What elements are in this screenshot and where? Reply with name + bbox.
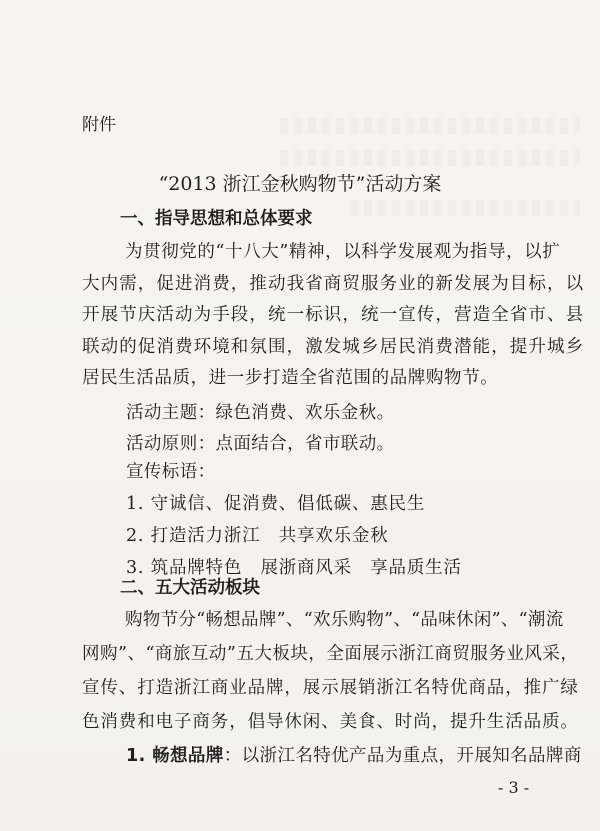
section2-paragraph-line: 购物节分“畅想品牌”、“欢乐购物”、“品味休闲”、“潮流 [125, 610, 564, 630]
section2-paragraph-line: 宣传、打造浙江商业品牌，展示展销浙江名特优商品，推广绿 [82, 678, 579, 698]
section2-paragraph-line: 网购”、“商旅互动”五大板块，全面展示浙江商贸服务业风采， [82, 644, 579, 664]
item-1-label: 1. 畅想品牌 [126, 746, 224, 766]
section1-paragraph-line: 开展节庆活动为手段，统一标识，统一宣传，营造全省市、县 [82, 305, 585, 325]
attachment-label: 附件 [82, 115, 116, 135]
section2-item-1 [126, 744, 582, 768]
section-heading-1: 一、指导思想和总体要求 [120, 209, 313, 229]
section1-paragraph-line: 联动的促消费环境和氛围，激发城乡居民消费潜能，提升城乡 [82, 337, 585, 357]
section1-paragraph-line: 大内需，促进消费，推动我省商贸服务业的新发展为目标，以 [82, 274, 585, 294]
bleed-through-texture [280, 150, 580, 166]
slogan-item: 1. 守诚信、促消费、倡低碳、惠民生 [126, 494, 426, 514]
document-title: “2013 浙江金秋购物节”活动方案 [158, 173, 442, 195]
page-number: - 3 - [498, 778, 530, 797]
bleed-through-texture [280, 118, 580, 134]
section2-paragraph-line: 色消费和电子商务，倡导休闲、美食、时尚，提升生活品质。 [82, 712, 579, 732]
section1-paragraph-line: 居民生活品质，进一步打造全省范围的品牌购物节。 [82, 368, 499, 388]
bleed-through-texture [350, 200, 580, 216]
slogans-label: 宣传标语： [126, 462, 216, 482]
slogan-item: 3. 筑品牌特色 展浙商风采 享品质生活 [126, 558, 462, 578]
section-heading-2: 二、五大活动板块 [120, 578, 260, 598]
section1-paragraph-line: 为贯彻党的“十八大”精神，以科学发展观为指导，以扩 [125, 242, 561, 262]
activity-principle: 活动原则：点面结合，省市联动。 [126, 434, 395, 454]
item-1-text: ：以浙江名特优产品为重点，开展知名品牌商 [223, 746, 582, 766]
slogan-item: 2. 打造活力浙江 共享欢乐金秋 [126, 526, 389, 546]
activity-theme: 活动主题：绿色消费、欢乐金秋。 [126, 403, 395, 423]
